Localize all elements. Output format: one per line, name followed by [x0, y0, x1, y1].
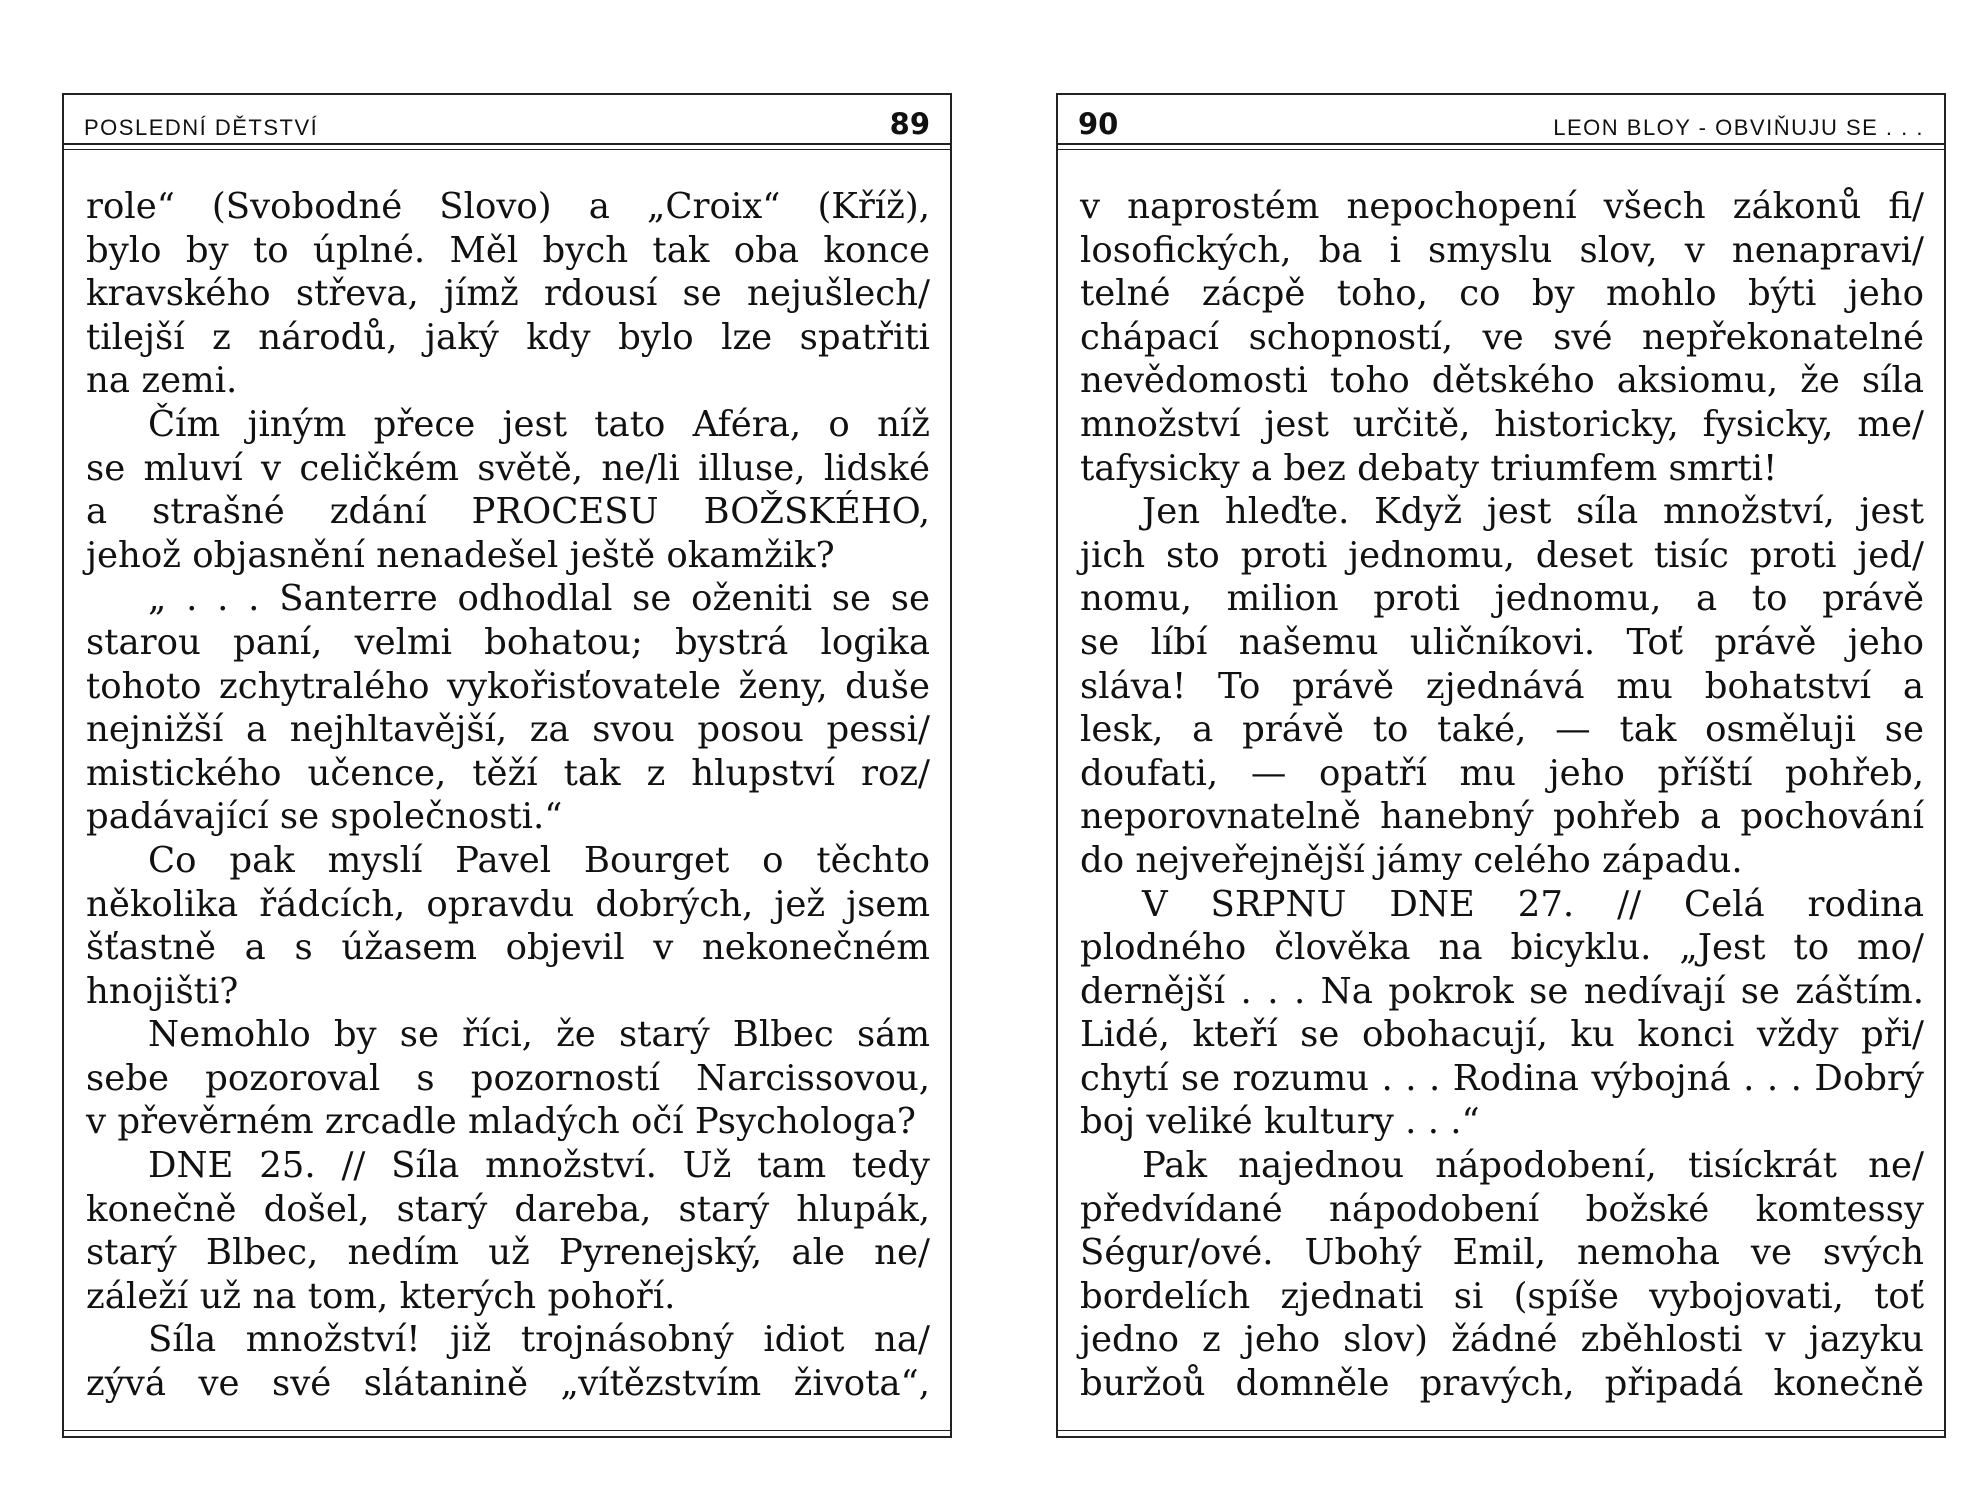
text-line: role“ (Svobodné Slovo) a „Croix“ (Kříž), — [86, 186, 930, 227]
text-line: lesk, a právě to také, — tak osměluji se — [1080, 709, 1924, 751]
body-text — [86, 185, 930, 1406]
text-line: Nemohlo by se říci, že starý Blbec sám — [148, 1014, 930, 1056]
text-line: Čím jiným přece jest tato Aféra, o níž — [148, 403, 930, 445]
text-line: telné zácpě toho, co by mohlo býti jeho — [1080, 273, 1924, 315]
running-head — [1078, 105, 1924, 141]
text-line: jedno z jeho slov) žádné zběhlosti v jazyku — [1080, 1319, 1924, 1361]
body-text — [1080, 185, 1924, 1406]
text-line: do nejveřejnější jámy celého západu. — [1080, 839, 1743, 881]
header-rule — [64, 143, 950, 145]
text-line: hnojišti? — [86, 970, 239, 1012]
text-line: šťastně a s úžasem objevil v nekonečném — [86, 927, 930, 969]
text-line: buržoů domněle pravých, připadá konečně — [1080, 1363, 1924, 1405]
text-line: chytí se rozumu . . . Rodina výbojná . . . Dobrý — [1080, 1057, 1924, 1099]
text-line: zývá ve své slátanině „vítězstvím života“, — [86, 1363, 930, 1405]
text-line: v převěrném zrcadle mladých očí Psychologa? — [86, 1101, 916, 1143]
text-line: na zemi. — [86, 360, 238, 402]
text-line: několika řádcích, opravdu dobrých, jež jsem — [86, 883, 930, 925]
text-line: tohoto zchytralého vykořisťovatele ženy, duše — [86, 665, 930, 707]
footer-rule — [1058, 1436, 1944, 1438]
text-line: chápací schopností, ve své nepřekonatelné — [1080, 316, 1924, 358]
text-line: nomu, milion proti jednomu, a to právě — [1080, 578, 1924, 620]
text-line: a strašné zdání PROCESU BOŽSKÉHO, — [86, 491, 930, 533]
text-line: mistického učence, těží tak z hlupství roz/ — [86, 752, 930, 794]
right-page — [1056, 93, 1946, 1438]
text-line: jich sto proti jednomu, deset tisíc proti jed/ — [1080, 534, 1924, 576]
text-line: tilejší z národů, jaký kdy bylo lze spatřiti — [86, 316, 930, 358]
text-line: Lidé, kteří se obohacují, ku konci vždy při/ — [1080, 1014, 1924, 1056]
text-line: DNE 25. // Síla množství. Už tam tedy — [148, 1145, 930, 1187]
text-line: starou paní, velmi bohatou; bystrá logika — [86, 621, 930, 663]
text-line: padávající se společnosti.“ — [86, 796, 563, 838]
text-line: V SRPNU DNE 27. // Celá rodina — [1142, 883, 1924, 925]
text-line: nevědomosti toho dětského aksiomu, že síla — [1080, 360, 1924, 402]
text-line: dernější . . . Na pokrok se nedívají se záštím. — [1080, 970, 1924, 1012]
text-line: Co pak myslí Pavel Bourget o těchto — [148, 839, 930, 881]
footer-rule-thin — [64, 1430, 950, 1431]
text-line: bylo by to úplné. Měl bych tak oba konce — [86, 229, 930, 271]
running-title: POSLEDNÍ DĚTSTVÍ — [84, 115, 319, 140]
page-number: 90 — [1078, 107, 1119, 141]
footer-rule — [64, 1436, 950, 1438]
text-line: Jen hleďte. Když jest síla množství, jest — [1142, 491, 1924, 533]
text-line: „ . . . Santerre odhodlal se oženiti se se — [148, 578, 930, 620]
text-line: množství jest určitě, historicky, fysicky, me/ — [1080, 403, 1924, 445]
text-line: kravského střeva, jímž rdousí se nejušlech/ — [86, 273, 930, 315]
top-rule — [1058, 93, 1944, 95]
text-line: se líbí našemu uličníkovi. Toť právě jeho — [1080, 621, 1924, 663]
text-line: předvídané nápodobení božské komtessy — [1080, 1188, 1924, 1230]
text-line: jehož objasnění nenadešel ještě okamžik? — [86, 534, 835, 576]
running-title: LEON BLOY - OBVIŇUJU SE . . . — [1553, 115, 1924, 140]
text-line: boj veliké kultury . . .“ — [1080, 1101, 1480, 1143]
text-line: tafysicky a bez debaty triumfem smrti! — [1080, 447, 1778, 489]
header-rule — [1058, 143, 1944, 145]
text-line: Pak najednou nápodobení, tisíckrát ne/ — [1142, 1145, 1924, 1187]
header-rule-thin — [64, 149, 950, 150]
header-rule-thin — [1058, 149, 1944, 150]
text-line: Ségur/ové. Ubohý Emil, nemoha ve svých — [1080, 1232, 1924, 1274]
text-line: neporovnatelně hanebný pohřeb a pochování — [1080, 796, 1924, 838]
text-line: záleží už na tom, kterých pohoří. — [86, 1275, 676, 1317]
left-page — [62, 93, 952, 1438]
text-line: bordelích zjednati si (spíše vybojovati, toť — [1080, 1275, 1924, 1317]
text-line: plodného člověka na bicyklu. „Jest to mo/ — [1080, 927, 1924, 969]
text-line: sebe pozoroval s pozorností Narcissovou, — [86, 1057, 930, 1099]
text-line: se mluví v celičkém světě, ne/li illuse, lidské — [86, 447, 930, 489]
text-line: v naprostém nepochopení všech zákonů fi/ — [1080, 186, 1924, 227]
text-line: losofických, ba i smyslu slov, v nenapravi/ — [1080, 229, 1924, 271]
running-head — [84, 105, 930, 141]
page-number: 89 — [889, 107, 930, 141]
text-line: Síla množství! již trojnásobný idiot na/ — [148, 1319, 930, 1361]
top-rule — [64, 93, 950, 95]
text-line: nejnižší a nejhltavější, za svou posou pessi/ — [86, 709, 930, 751]
text-line: konečně došel, starý dareba, starý hlupák, — [86, 1188, 930, 1230]
text-line: sláva! To právě zjednává mu bohatství a — [1080, 665, 1924, 707]
text-line: doufati, — opatří mu jeho příští pohřeb, — [1080, 752, 1924, 794]
footer-rule-thin — [1058, 1430, 1944, 1431]
text-line: starý Blbec, nedím už Pyrenejský, ale ne/ — [86, 1232, 930, 1274]
